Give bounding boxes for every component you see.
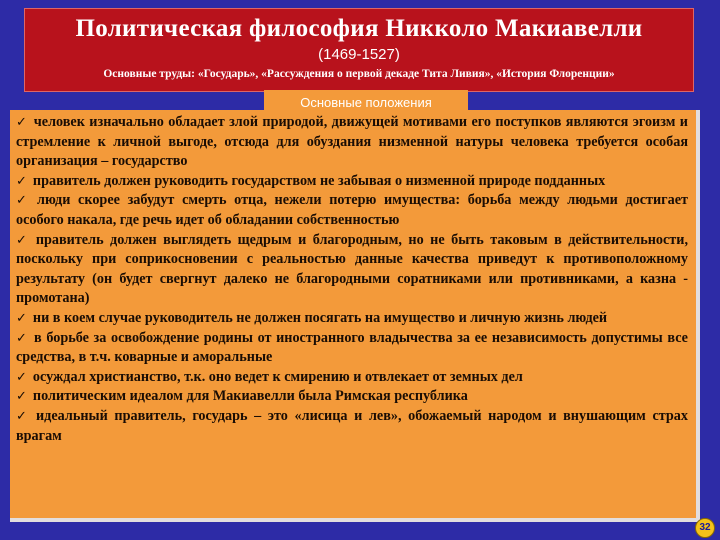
point-text: идеальный правитель, государь – это «лисица и лев», обожаемый народом и внушающим страх врагам — [16, 407, 688, 444]
checkmark-icon: ✓ — [16, 173, 27, 189]
point-2 — [16, 172, 688, 192]
slide-title: Политическая философия Никколо Макиавелли — [75, 15, 643, 42]
content-panel — [10, 110, 700, 522]
point-7 — [16, 368, 688, 388]
point-text: правитель должен выглядеть щедрым и благородным, но не быть таковым в действительности, поскольку при соприкосновении с реальностью данные качества приведут к противоположному результату (он будет свергнут далеко не благородными соратниками или противниками, а казна - промотана) — [16, 231, 688, 307]
point-text: человек изначально обладает злой природой, движущей мотивами его поступков являются эгоизм и стремление к личной выгоде, отсюда для обуздания низменной натуры человека требуется особая организация – государство — [16, 114, 688, 170]
point-text: люди скорее забудут смерть отца, нежели потерю имущества: борьба между людьми достигает особого накала, где речь идет об обладании собственностью — [16, 192, 688, 228]
checkmark-icon: ✓ — [16, 330, 28, 346]
checkmark-icon: ✓ — [16, 232, 30, 248]
point-3 — [16, 191, 688, 230]
checkmark-icon: ✓ — [16, 369, 27, 385]
point-8 — [16, 387, 688, 407]
point-1 — [16, 113, 688, 172]
checkmark-icon: ✓ — [16, 115, 28, 130]
page-number-badge: 32 — [695, 518, 715, 538]
point-4 — [16, 231, 688, 309]
checkmark-icon: ✓ — [16, 310, 27, 326]
section-tab: Основные положения — [264, 90, 468, 112]
main-works: Основные труды: «Государь», «Рассуждения о первой декаде Тита Ливия», «История Флоренции» — [103, 68, 615, 80]
point-text: в борьбе за освобождение родины от иностранного владычества за ее независимость допустимы все средства, в т.ч. коварные и аморальные — [16, 329, 688, 366]
point-text: правитель должен руководить государством не забывая о низменной природе подданных — [32, 172, 606, 189]
checkmark-icon: ✓ — [16, 389, 27, 405]
checkmark-icon: ✓ — [16, 408, 30, 424]
point-text: ни в коем случае руководитель не должен посягать на имущество и личную жизнь людей — [32, 309, 608, 326]
life-years: (1469-1527) — [318, 46, 400, 63]
point-9 — [16, 407, 688, 446]
point-text: политическим идеалом для Макиавелли была Римская республика — [32, 388, 468, 405]
checkmark-icon: ✓ — [16, 193, 32, 209]
header-banner — [24, 8, 694, 92]
point-5 — [16, 309, 688, 329]
point-text: осуждал христианство, т.к. оно ведет к смирению и отвлекает от земных дел — [32, 368, 523, 385]
point-6 — [16, 329, 688, 368]
